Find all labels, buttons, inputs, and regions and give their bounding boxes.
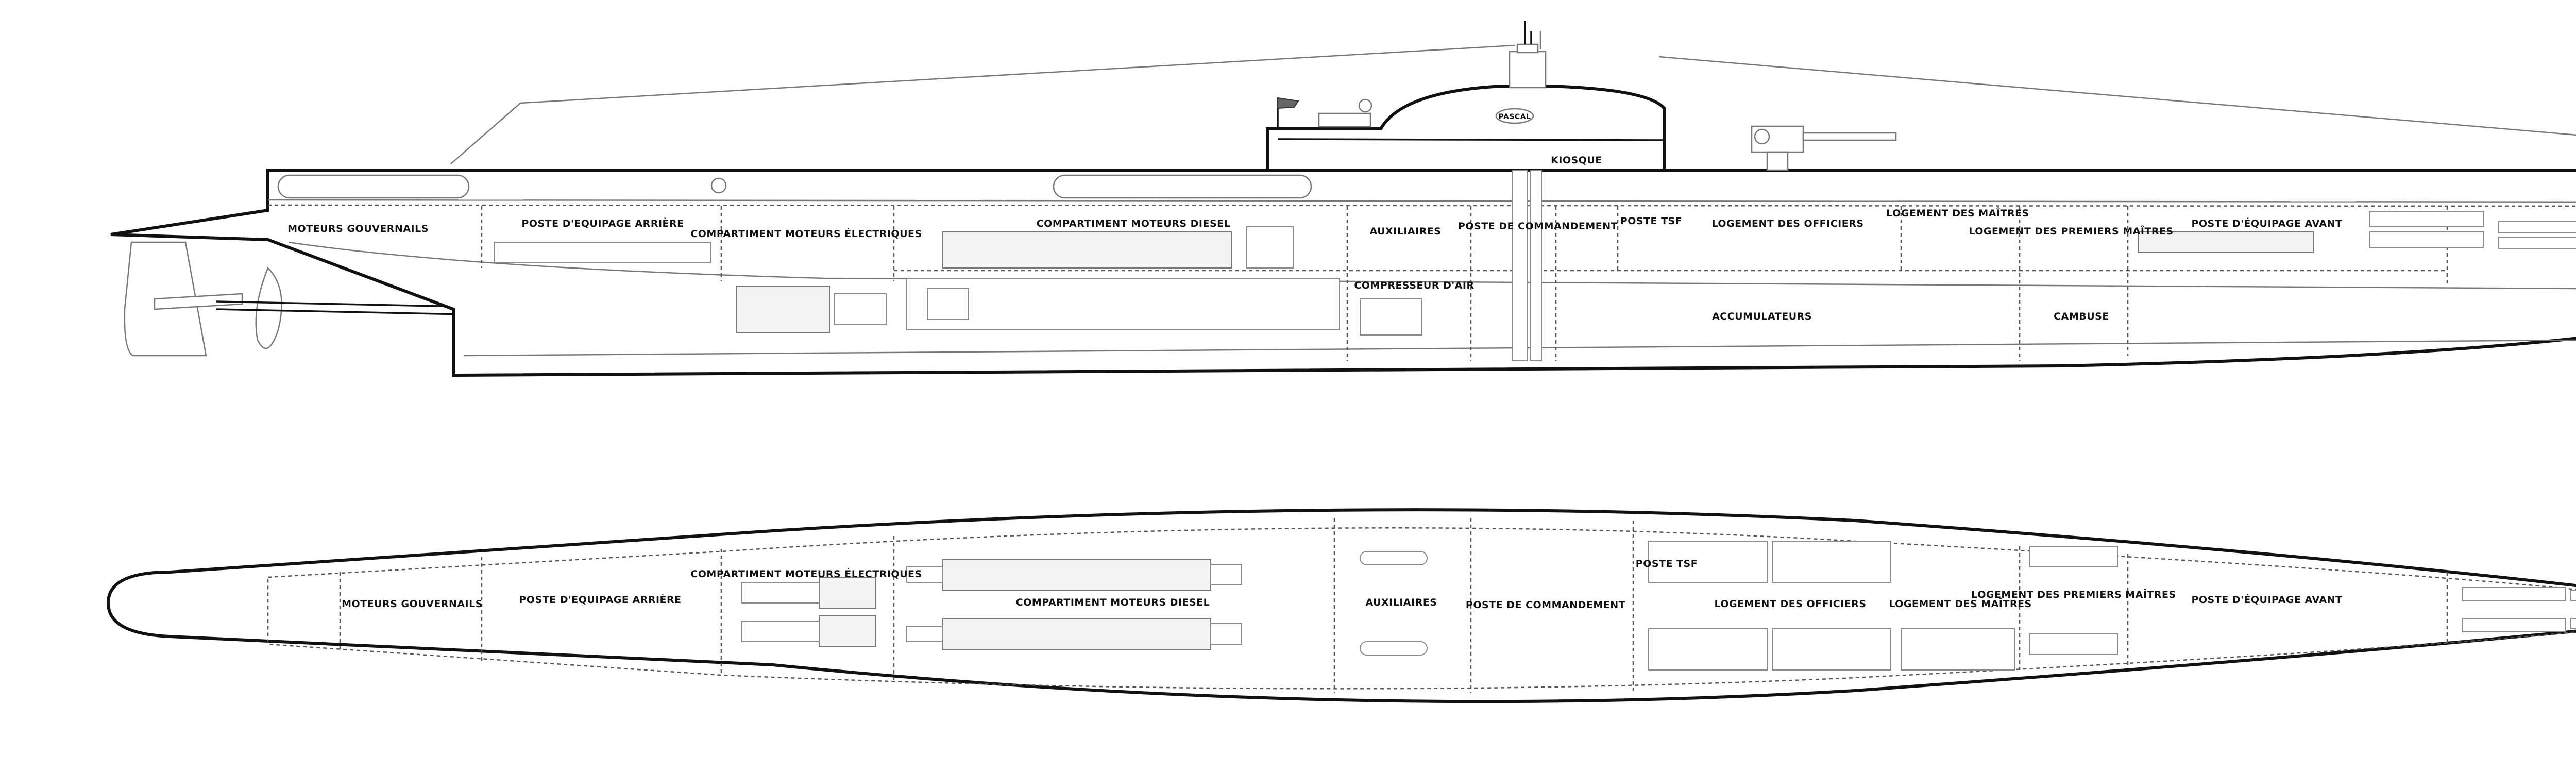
deck-gun xyxy=(1752,126,1896,170)
flag xyxy=(1278,98,1298,108)
top-label-poste-de-commandement: POSTE DE COMMANDEMENT xyxy=(1465,599,1626,611)
side-view xyxy=(111,21,2576,375)
side-label-cambuse: CAMBUSE xyxy=(2054,311,2109,322)
jumping-wire-fwd xyxy=(1659,57,2576,175)
side-label-compartiment-moteurs-diesel: COMPARTIMENT MOTEURS DIESEL xyxy=(1036,218,1231,229)
top-label-poste-equipage-avant: POSTE D'ÉQUIPAGE AVANT xyxy=(2191,594,2343,606)
top-label-poste-tsf: POSTE TSF xyxy=(1635,558,1698,569)
side-label-moteurs-gouvernails: MOTEURS GOUVERNAILS xyxy=(287,223,429,234)
side-label-accumulateurs: ACCUMULATEURS xyxy=(1712,311,1812,322)
side-label-compresseur-dair: COMPRESSEUR D'AIR xyxy=(1354,280,1475,291)
top-label-auxiliaires: AUXILIAIRES xyxy=(1365,597,1437,608)
side-label-logement-des-officiers: LOGEMENT DES OFFICIERS xyxy=(1711,218,1864,229)
top-label-moteurs-gouvernails: MOTEURS GOUVERNAILS xyxy=(342,598,483,610)
kiosque-label: KIOSQUE xyxy=(1551,155,1602,166)
conning-tower xyxy=(1267,87,1664,170)
side-label-auxiliaires: AUXILIAIRES xyxy=(1369,226,1442,237)
side-label-logement-des-premiers-maitres: LOGEMENT DES PREMIERS MAÎTRES xyxy=(1969,226,2174,237)
side-label-poste-de-commandement: POSTE DE COMMANDEMENT xyxy=(1458,221,1618,232)
periscope-tag-text: PASCAL xyxy=(1498,113,1531,121)
periscope-housing xyxy=(1510,52,1546,88)
deck-gun-kiosque xyxy=(1319,113,1370,127)
side-label-logement-des-maitres: LOGEMENT DES MAÎTRES xyxy=(1886,208,2029,219)
mid-external-tube xyxy=(1054,175,1311,198)
side-label-poste-tsf: POSTE TSF xyxy=(1620,215,1683,227)
top-label-logement-des-premiers-maitres: LOGEMENT DES PREMIERS MAÎTRES xyxy=(1971,589,2176,600)
side-label-poste-equipage-avant: POSTE D'ÉQUIPAGE AVANT xyxy=(2191,218,2343,229)
top-label-compartiment-moteurs-electriques: COMPARTIMENT MOTEURS ÉLECTRIQUES xyxy=(690,568,922,580)
periscope-well xyxy=(1512,170,1541,361)
top-view xyxy=(108,510,2576,701)
propeller xyxy=(256,268,282,348)
aft-external-tube xyxy=(278,175,469,198)
top-label-poste-equipage-arriere: POSTE D'EQUIPAGE ARRIÈRE xyxy=(519,594,682,606)
top-label-compartiment-moteurs-diesel: COMPARTIMENT MOTEURS DIESEL xyxy=(1015,597,1210,608)
top-label-logement-des-officiers: LOGEMENT DES OFFICIERS xyxy=(1714,598,1867,610)
side-label-compartiment-moteurs-electriques: COMPARTIMENT MOTEURS ÉLECTRIQUES xyxy=(690,228,922,240)
side-label-poste-equipage-arriere: POSTE D'EQUIPAGE ARRIÈRE xyxy=(521,218,684,229)
top-label-logement-des-maitres: LOGEMENT DES MAÎTRES xyxy=(1889,598,2032,610)
